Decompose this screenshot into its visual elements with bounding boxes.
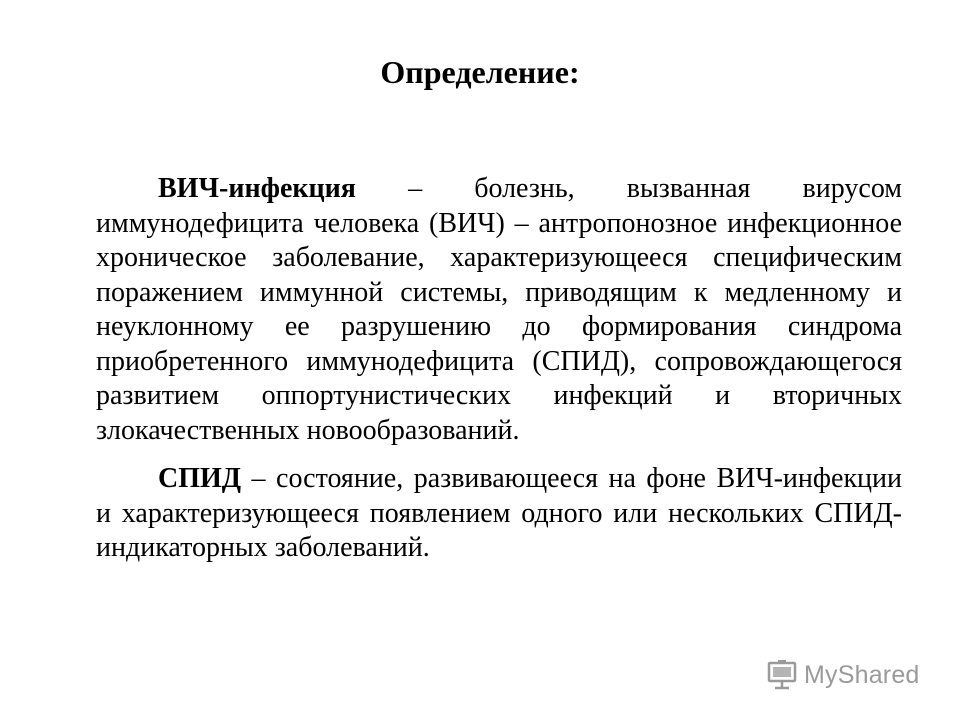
slide-title: Определение: [380,54,580,90]
watermark-brand: MyShared [804,660,920,689]
slide-body [96,172,902,566]
watermark [766,654,920,696]
definition-hiv [96,172,902,448]
definition-aids [96,462,902,566]
term-hiv-infection: ВИЧ-инфекция [158,173,356,204]
term-aids: СПИД [158,463,242,494]
presentation-board-icon [766,659,798,691]
definition-aids-text: – состояние, развивающееся на фоне ВИЧ-инфекции и характеризующееся появлением одного или нескольких СПИД-индикаторных заболеваний. [96,463,902,563]
definition-hiv-text: – болезнь, вызванная вирусом иммунодефицита человека (ВИЧ) – антропонозное инфекционное хроническое заболевание, характеризующееся специфическим поражением иммунной системы, приводящим к медленному и неуклонному ее разрушению до формирования синдрома приобретенного иммунодефицита (СПИД), сопровождающегося развитием оппортунистических инфекций и вторичных злокачественных новообразований. [96,173,902,446]
